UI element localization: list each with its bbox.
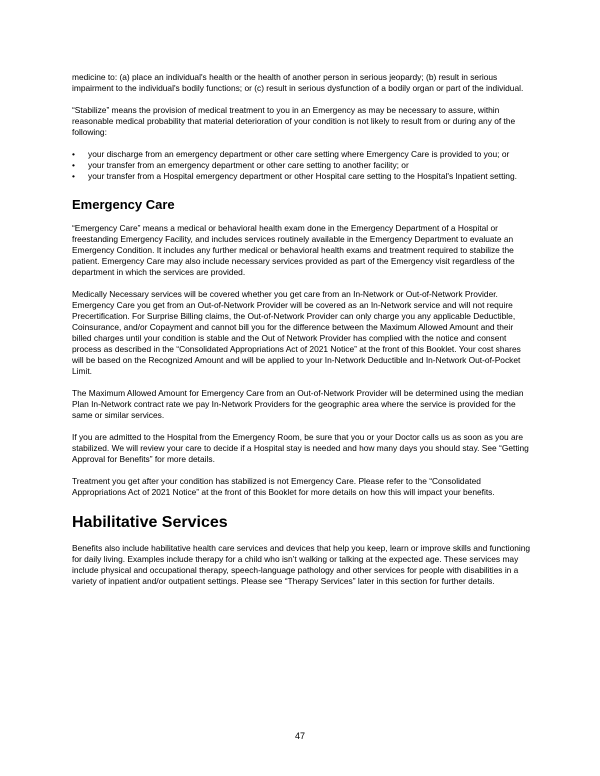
paragraph-medicine-continuation: medicine to: (a) place an individual's health or the health of another person in serious jeopardy; (b) result in serious impairment to the individual's bodily functions; or (c) result in serious dysfunction of a bodily organ or part of the individual. <box>72 72 524 93</box>
paragraph-habilitative-services: Benefits also include habilitative health care services and devices that help you keep, learn or improve skills and functioning for daily living. Examples include therapy for a child who isn’t walking or talking at the expected age. These services may include physical and occupational therapy, speech-language pathology and other services for people with disabilities in a variety of inpatient and/or outpatient settings. Please see “Therapy Services” later in this section for further details. <box>72 543 531 586</box>
list-item <box>72 171 534 182</box>
document-page <box>72 72 534 587</box>
list-item-text: your discharge from an emergency department or other care setting where Emergency Care is provided to you; or <box>88 149 510 159</box>
paragraph-medically-necessary: Medically Necessary services will be covered whether you get care from an In-Network or Out-of-Network Provider. Emergency Care you get from an Out-of-Network Provider will be covered as an In-Network service and will not require Precertification. For Surprise Billing claims, the Out-of-Network Provider can only charge you any applicable Deductible, Coinsurance, and/or Copayment and cannot bill you for the difference between the Maximum Allowed Amount and their billed charges until your condition is stable and the Out of Network Provider has complied with the notice and consent process as described in the “Consolidated Appropriations Act of 2021 Notice” at the front of this Booklet. Your cost shares will be based on the Recognized Amount and will be applied to your In-Network Deductible and In-Network Out-of-Pocket Limit. <box>72 289 521 376</box>
paragraph-post-stabilization: Treatment you get after your condition has stabilized is not Emergency Care. Please refer to the “Consolidated Appropriations Act of 2021 Notice” at the front of this Booklet for more details on how this will impact your benefits. <box>72 476 495 497</box>
bullet-icon: • <box>72 149 75 159</box>
emergency-care-heading: Emergency Care <box>72 197 175 212</box>
list-item <box>72 160 534 171</box>
paragraph-stabilize-definition: “Stabilize” means the provision of medical treatment to you in an Emergency as may be necessary to assure, within reasonable medical probability that material deterioration of your condition is not likely to result from or during any of the following: <box>72 105 516 137</box>
bullet-icon: • <box>72 171 75 181</box>
list-item <box>72 149 534 160</box>
stabilize-bullet-list <box>72 149 534 182</box>
page-number: 47 <box>294 731 305 741</box>
paragraph-maximum-allowed-amount: The Maximum Allowed Amount for Emergency Care from an Out-of-Network Provider will be determined using the median Plan In-Network contract rate we pay In-Network Providers for the geographic area where the service is provided for the same or similar services. <box>72 388 524 420</box>
list-item-text: your transfer from an emergency department or other care setting to another facility; or <box>88 160 409 170</box>
paragraph-emergency-care-definition: “Emergency Care” means a medical or behavioral health exam done in the Emergency Department of a Hospital or freestanding Emergency Facility, and includes services routinely available in the Emergency Department to evaluate an Emergency Condition. It includes any further medical or behavioral health exams and treatment required to stabilize the patient. Emergency Care may also include necessary services provided as part of the Emergency visit regardless of the department in which the services are provided. <box>72 223 515 277</box>
bullet-icon: • <box>72 160 75 170</box>
paragraph-hospital-admission: If you are admitted to the Hospital from the Emergency Room, be sure that you or your Doctor calls us as soon as you are stabilized. We will review your care to decide if a Hospital stay is needed and how many days you should stay. See “Getting Approval for Benefits” for more details. <box>72 432 529 464</box>
list-item-text: your transfer from a Hospital emergency department or other Hospital care setting to the Hospital's Inpatient setting. <box>88 171 517 181</box>
habilitative-services-heading: Habilitative Services <box>72 514 228 531</box>
